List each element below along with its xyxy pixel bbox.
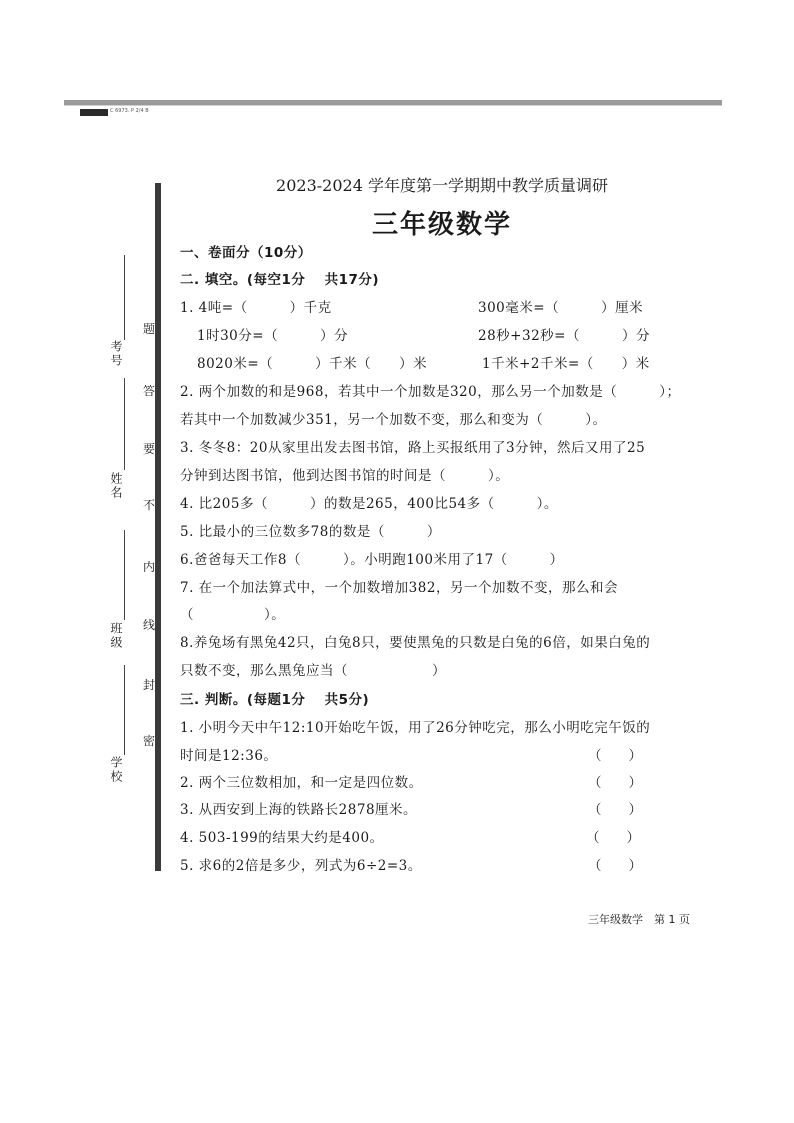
question-line: 8020米=（ ）千米（ ）米	[197, 356, 428, 372]
exam-title: 2023-2024 学年度第一学期期中教学质量调研	[276, 176, 608, 195]
question-line: 1千米+2千米=（ ）米	[482, 356, 650, 372]
scan-tag	[80, 109, 108, 116]
seal-char: 答	[143, 384, 156, 398]
question-line: 分钟到达图书馆，他到达图书馆的时间是（ ）。	[180, 468, 510, 484]
seal-char: 不	[143, 498, 156, 512]
question-line: 1时30分=（ ）分	[197, 328, 349, 344]
question-line: 只数不变，那么黑兔应当（ ）	[180, 663, 446, 679]
seal-char: 题	[143, 322, 156, 336]
field-name: 姓名	[109, 472, 123, 500]
question-line: 28秒+32秒=（ ）分	[478, 328, 650, 344]
page-footer: 三年级数学 第 1 页	[588, 913, 690, 926]
scan-edge-shadow	[64, 105, 722, 106]
section-heading: 三. 判断。(每题1分 共5分)	[180, 692, 370, 708]
seal-char: 内	[143, 560, 156, 574]
question-line: 6.爸爸每天工作8（ ）。小明跑100米用了17（ ）	[180, 552, 564, 568]
question-line: （ ）。	[180, 607, 286, 623]
subject-title: 三年级数学	[371, 210, 512, 240]
answer-paren: （ ）	[586, 830, 640, 846]
question-line: 4. 503-199的结果大约是400。	[180, 830, 384, 846]
question-line: 7. 在一个加法算式中，一个加数增加382，另一个加数不变，那么和会	[180, 580, 618, 596]
question-line: 300毫米=（ ）厘米	[478, 300, 644, 316]
question-line: 2. 两个三位数相加，和一定是四位数。	[180, 775, 423, 791]
answer-paren: （ ）	[588, 858, 642, 874]
field-line-exam-no	[124, 255, 125, 340]
question-line: 3. 冬冬8：20从家里出发去图书馆，路上买报纸用了3分钟，然后又用了25	[180, 440, 646, 456]
question-line: 2. 两个加数的和是968，若其中一个加数是320，那么另一个加数是（ ）；	[180, 384, 681, 400]
question-line: 5. 求6的2倍是多少，列式为6÷2=3。	[180, 858, 422, 874]
question-line: 3. 从西安到上海的铁路长2878厘米。	[180, 802, 418, 818]
question-line: 若其中一个加数减少351，另一个加数不变，那么和变为（ ）。	[180, 412, 607, 428]
field-class: 班级	[109, 622, 123, 650]
field-exam-no: 考号	[109, 340, 123, 368]
answer-paren: （ ）	[588, 802, 642, 818]
section-heading: 二. 填空。(每空1分 共17分)	[180, 272, 380, 288]
question-line: 5. 比最小的三位数多78的数是（ ）	[180, 524, 441, 540]
question-line: 8.养兔场有黑兔42只，白兔8只，要使黑兔的只数是白兔的6倍，如果白兔的	[180, 635, 651, 651]
seal-char: 密	[143, 734, 156, 748]
field-line-class	[124, 530, 125, 620]
field-line-school	[124, 665, 125, 755]
seal-char: 要	[143, 442, 156, 456]
answer-paren: （ ）	[588, 748, 642, 764]
question-line: 1. 小明今天中午12:10开始吃午饭，用了26分钟吃完，那么小明吃完午饭的	[180, 720, 651, 736]
field-school: 学校	[109, 756, 123, 784]
seal-char: 封	[143, 678, 156, 692]
binding-bar	[155, 183, 161, 871]
question-line: 4. 比205多（ ）的数是265，400比54多（ ）。	[180, 496, 558, 512]
answer-paren: （ ）	[588, 775, 642, 791]
field-line-name	[124, 378, 125, 470]
question-line: 时间是12:36。	[180, 748, 278, 764]
seal-char: 线	[143, 618, 156, 632]
section-heading: 一、卷面分（10分）	[180, 245, 312, 261]
question-line: 1. 4吨=（ ）千克	[180, 300, 332, 316]
scan-code: C 6973. P 2/4 B	[110, 108, 149, 114]
